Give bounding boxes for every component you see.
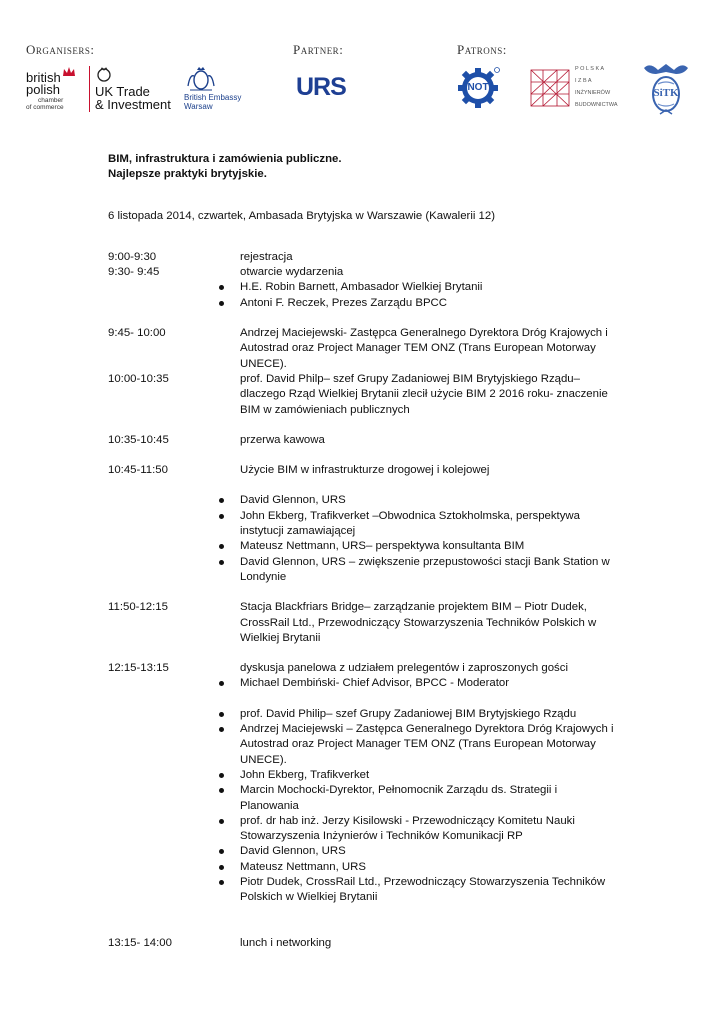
agenda-time: 10:45-11:50	[108, 464, 168, 477]
royal-crest-icon	[95, 67, 113, 83]
bullet-icon	[219, 712, 224, 717]
royal-arms-icon	[186, 66, 216, 92]
agenda-row-registration	[108, 250, 618, 265]
panelist-item: John Ekberg, Trafikverket	[108, 768, 618, 783]
ukti-logo: UK Trade & Investment	[89, 66, 165, 114]
agenda-item: prof. David Philp– szef Grupy Zadaniowej BIM Brytyjskiego Rządu– dlaczego Rząd Wielkiej Brytanii zlecił użycie BIM 2 2016 roku- znaczenie BIM w zamówieniach publicznych	[240, 372, 608, 416]
schedule	[108, 250, 618, 951]
agenda-item: otwarcie wydarzenia	[240, 266, 344, 279]
agenda-time: 12:15-13:15	[108, 662, 169, 675]
piib-logo: P O L S K A I Z B A INŻYNIERÓW BUDOWNICTWA	[529, 64, 621, 112]
agenda-time: 9:30- 9:45	[108, 266, 160, 279]
panel-moderator: Michael Dembiński- Chief Advisor, BPCC - Moderator	[108, 676, 618, 691]
not-logo: NOT	[457, 66, 501, 110]
agenda-time: 11:50-12:15	[108, 601, 168, 614]
panelist-item: prof. David Philip– szef Grupy Zadaniowej BIM Brytyjskiego Rządu	[108, 707, 618, 722]
bullet-icon	[219, 880, 224, 885]
bullet-icon	[219, 560, 224, 565]
agenda-item: Stacja Blackfriars Bridge– zarządzanie projektem BIM – Piotr Dudek, CrossRail Ltd., Przewodniczący Stowarzyszenia Techników Polskich w Wielkiej Brytanii	[240, 601, 597, 644]
agenda-row-opening	[108, 265, 618, 280]
panelist-item: David Glennon, URS	[108, 844, 618, 859]
agenda-item: dyskusja panelowa z udziałem prelegentów i zaproszonych gości	[240, 662, 568, 675]
panelist-item: Mateusz Nettmann, URS	[108, 860, 618, 875]
agenda-document	[108, 152, 618, 951]
sitk-logo: SiTK	[640, 60, 692, 118]
bullet-icon	[219, 301, 224, 306]
event-info: 6 listopada 2014, czwartek, Ambasada Brytyjska w Warszawie (Kawalerii 12)	[108, 209, 496, 222]
title-line-2: Najlepsze praktyki brytyjskie.	[108, 168, 267, 181]
agenda-row-panel	[108, 661, 618, 676]
bullet-icon	[219, 865, 224, 870]
panelist-item: prof. dr hab inż. Jerzy Kisilowski - Przewodniczący Komitetu Nauki Stowarzyszenia Inżynierów i Techników Komunikacji RP	[108, 814, 618, 845]
agenda-item: Andrzej Maciejewski- Zastępca Generalnego Dyrektora Dróg Krajowych i Autostrad oraz Project Manager TEM ONZ (Trans European Motorway UNECE).	[240, 327, 608, 370]
agenda-item: przerwa kawowa	[240, 433, 325, 446]
bullet-icon	[219, 788, 224, 793]
speaker-list-item: John Ekberg, Trafikverket –Obwodnica Sztokholmska, perspektywa instytucji zamawiającej	[108, 509, 618, 540]
panelist-item: Piotr Dudek, CrossRail Ltd., Przewodniczący Stowarzyszenia Techników Polskich w Wielkiej Brytanii	[108, 875, 618, 906]
speaker-list-item: David Glennon, URS	[108, 493, 618, 508]
organisers-label: Organisers:	[26, 42, 95, 57]
agenda-item: lunch i networking	[240, 936, 332, 949]
agenda-time: 9:45- 10:00	[108, 327, 166, 340]
bullet-icon	[219, 819, 224, 824]
bullet-icon	[219, 514, 224, 519]
bullet-icon	[219, 544, 224, 549]
agenda-time: 10:35-10:45	[108, 433, 169, 446]
agenda-item: Użycie BIM w infrastrukturze drogowej i kolejowej	[240, 464, 490, 477]
speaker-list-item: Mateusz Nettmann, URS– perspektywa konsultanta BIM	[108, 539, 618, 554]
bullet-icon	[219, 681, 224, 686]
agenda-time: 10:00-10:35	[108, 372, 169, 385]
agenda-time: 13:15- 14:00	[108, 936, 172, 949]
document-title	[108, 152, 618, 183]
partner-label: Partner:	[293, 42, 344, 57]
bullet-icon	[219, 849, 224, 854]
patrons-label: Patrons:	[457, 42, 507, 57]
bullet-icon	[219, 285, 224, 290]
speaker-list-item: H.E. Robin Barnett, Ambasador Wielkiej Brytanii	[108, 280, 618, 295]
agenda-row-lunch	[108, 936, 618, 951]
speaker-list-item: David Glennon, URS – zwiększenie przepustowości stacji Bank Station w Londynie	[108, 555, 618, 586]
agenda-time: 9:00-9:30	[108, 250, 157, 263]
speaker-list-item: Antoni F. Reczek, Prezes Zarządu BPCC	[108, 296, 618, 311]
agenda-item: rejestracja	[240, 250, 293, 263]
urs-logo: URS	[296, 73, 346, 101]
agenda-row-philp	[108, 372, 618, 418]
agenda-row-blackfriars	[108, 600, 618, 646]
agenda-row-gddkia	[108, 326, 618, 372]
panelist-item: Marcin Mochocki-Dyrektor, Pełnomocnik Zarządu ds. Strategii i Planowania	[108, 783, 618, 814]
panelist-item: Andrzej Maciejewski – Zastępca Generalnego Dyrektora Dróg Krajowych i Autostrad oraz Project Manager TEM ONZ (Trans European Motorway UNECE).	[108, 722, 618, 768]
structure-icon	[529, 66, 573, 110]
bullet-icon	[219, 773, 224, 778]
bullet-icon	[219, 498, 224, 503]
title-line-1: BIM, infrastruktura i zamówienia publiczne.	[108, 153, 342, 165]
agenda-row-coffee-break	[108, 433, 618, 448]
bullet-icon	[219, 727, 224, 732]
british-embassy-logo: British Embassy Warsaw	[184, 66, 246, 110]
crown-icon	[62, 66, 76, 78]
bpcc-logo: british polish chamber of commerce	[26, 66, 84, 114]
agenda-row-bim-infrastructure	[108, 463, 618, 478]
